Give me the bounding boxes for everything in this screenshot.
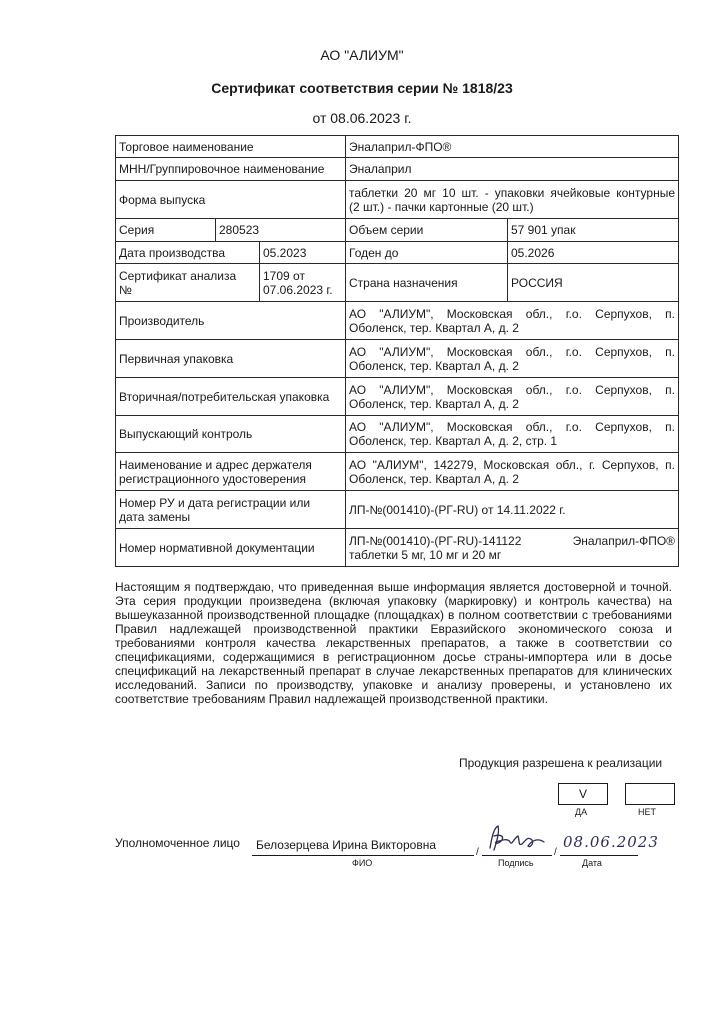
expiry-label: Годен до bbox=[346, 242, 508, 264]
confirmation-paragraph: Настоящим я подтверждаю, что приведенная выше информация является достоверной и точной. Эта серия продукции произведена (включая упаковку (маркировку) и контроль качества) на вышеуказанной производственной площадке (площадках) в полном соответствии с требованиями Правил надлежащей производственной практики Евразийского экономического союза и требованиями контроля качества лекарственных препаратов, а также в соответствии со спецификациями, содержащимися в регистрационном досье страны-импортера или в досье спецификаций на лекарственный препарат в случае лекарственных препаратов для клинических исследований. Записи по производству, упаковке и анализу проверены, и установлено их соответствие требованиям Правил надлежащей производственной практики. bbox=[115, 580, 672, 706]
date-underline bbox=[560, 855, 638, 856]
separator-slash: / bbox=[476, 847, 479, 858]
release-line1: АО "АЛИУМ", Московская обл., г.о. Серпухов, п. bbox=[349, 420, 675, 434]
table-row-registration bbox=[116, 491, 679, 529]
secondary-value bbox=[346, 378, 679, 416]
table-row-form bbox=[116, 181, 679, 219]
nd-label: Номер нормативной документации bbox=[116, 529, 346, 567]
table-row-analysis bbox=[116, 264, 679, 302]
release-allowed-text: Продукция разрешена к реализации bbox=[459, 756, 663, 770]
holder-line1: АО "АЛИУМ", 142279, Московская обл., г. Серпухов, п. bbox=[349, 457, 675, 472]
table-row-secondary-packaging bbox=[116, 378, 679, 416]
name-underline bbox=[252, 855, 474, 856]
table-row-inn bbox=[116, 158, 679, 181]
authorized-person-label: Уполномоченное лицо bbox=[115, 836, 240, 850]
table-row-trade-name bbox=[116, 136, 679, 158]
table-row-normative-doc bbox=[116, 529, 679, 567]
nd-value-product: Эналаприл-ФПО® bbox=[572, 533, 675, 548]
country-value: РОССИЯ bbox=[508, 264, 679, 302]
signature-caption: Подпись bbox=[498, 858, 534, 868]
table-row-release-control bbox=[116, 416, 679, 453]
trade-name-value: Эналаприл-ФПО® bbox=[346, 136, 679, 158]
analysis-value bbox=[260, 264, 346, 302]
volume-value: 57 901 упак bbox=[508, 219, 679, 242]
inn-label: МНН/Группировочное наименование bbox=[116, 158, 346, 181]
manufacturer-line1: АО "АЛИУМ", Московская обл., г.о. Серпухов, п. bbox=[349, 306, 675, 321]
holder-label-line1: Наименование и адрес держателя bbox=[119, 457, 312, 472]
yes-checkbox[interactable]: V bbox=[558, 783, 608, 805]
form-value-line2: (2 шт.) - пачки картонные (20 шт.) bbox=[349, 199, 534, 214]
secondary-label: Вторичная/потребительская упаковка bbox=[116, 378, 346, 416]
prod-date-value: 05.2023 bbox=[260, 242, 346, 264]
table-row-manufacturer bbox=[116, 302, 679, 340]
inn-value: Эналаприл bbox=[346, 158, 679, 181]
analysis-label bbox=[116, 264, 260, 302]
certificate-title: Сертификат соответствия серии № 1818/23 bbox=[211, 80, 513, 96]
secondary-line1: АО "АЛИУМ", Московская обл., г.о. Серпухов, п. bbox=[349, 382, 675, 397]
nd-value bbox=[346, 529, 679, 567]
release-label: Выпускающий контроль bbox=[116, 416, 346, 453]
trade-name-label: Торговое наименование bbox=[116, 136, 346, 158]
analysis-label-line1: Сертификат анализа bbox=[119, 268, 237, 283]
nd-value-line2: таблетки 5 мг, 10 мг и 20 мг bbox=[349, 547, 502, 562]
date-caption: Дата bbox=[582, 858, 602, 868]
ru-label-line2: дата замены bbox=[119, 509, 191, 524]
company-name: АО "АЛИУМ" bbox=[320, 47, 404, 63]
form-value-line1: таблетки 20 мг 10 шт. - упаковки ячейковые контурные bbox=[349, 185, 675, 200]
form-value bbox=[346, 181, 679, 219]
primary-line1: АО "АЛИУМ", Московская обл., г.о. Серпухов, п. bbox=[349, 344, 675, 359]
no-checkbox[interactable] bbox=[625, 783, 675, 805]
table-row-dates bbox=[116, 242, 679, 264]
series-value: 280523 bbox=[216, 219, 346, 242]
analysis-value-line1: 1709 от bbox=[263, 268, 305, 283]
release-value bbox=[346, 416, 679, 453]
primary-line2: Оболенск, тер. Квартал А, д. 2 bbox=[349, 358, 519, 373]
primary-value bbox=[346, 340, 679, 378]
nd-value-line1 bbox=[349, 534, 675, 548]
nd-value-number: ЛП-№(001410)-(РГ-RU)-141122 bbox=[349, 533, 522, 548]
series-label: Серия bbox=[116, 219, 216, 242]
yes-caption: ДА bbox=[575, 807, 588, 817]
separator-slash: / bbox=[554, 847, 557, 858]
holder-label bbox=[116, 453, 346, 491]
manufacturer-line2: Оболенск, тер. Квартал А, д. 2 bbox=[349, 320, 519, 335]
ru-label bbox=[116, 491, 346, 529]
handwritten-signature bbox=[482, 822, 554, 856]
certificate-date: от 08.06.2023 г. bbox=[312, 110, 412, 126]
manufacturer-value bbox=[346, 302, 679, 340]
fio-caption: ФИО bbox=[352, 858, 373, 868]
certificate-table bbox=[115, 135, 679, 567]
table-row-series bbox=[116, 219, 679, 242]
authorized-person-name: Белозерцева Ирина Викторовна bbox=[256, 838, 436, 852]
table-row-primary-packaging bbox=[116, 340, 679, 378]
no-caption: НЕТ bbox=[638, 807, 656, 817]
expiry-value: 05.2026 bbox=[508, 242, 679, 264]
ru-label-line1: Номер РУ и дата регистрации или bbox=[119, 495, 311, 510]
ru-value: ЛП-№(001410)-(РГ-RU) от 14.11.2022 г. bbox=[346, 491, 679, 529]
primary-label: Первичная упаковка bbox=[116, 340, 346, 378]
volume-label: Объем серии bbox=[346, 219, 508, 242]
secondary-line2: Оболенск, тер. Квартал А, д. 2 bbox=[349, 396, 519, 411]
analysis-label-line2: № bbox=[119, 282, 132, 297]
table-row-holder bbox=[116, 453, 679, 491]
holder-label-line2: регистрационного удостоверения bbox=[119, 471, 306, 486]
prod-date-label: Дата производства bbox=[116, 242, 260, 264]
handwritten-date: 08.06.2023 bbox=[563, 833, 659, 851]
release-line2: Оболенск, тер. Квартал А, д. 2, стр. 1 bbox=[349, 434, 558, 448]
analysis-value-line2: 07.06.2023 г. bbox=[263, 282, 333, 297]
holder-value bbox=[346, 453, 679, 491]
holder-line2: Оболенск, тер. Квартал А, д. 2 bbox=[349, 471, 519, 486]
manufacturer-label: Производитель bbox=[116, 302, 346, 340]
form-label: Форма выпуска bbox=[116, 181, 346, 219]
country-label: Страна назначения bbox=[346, 264, 508, 302]
